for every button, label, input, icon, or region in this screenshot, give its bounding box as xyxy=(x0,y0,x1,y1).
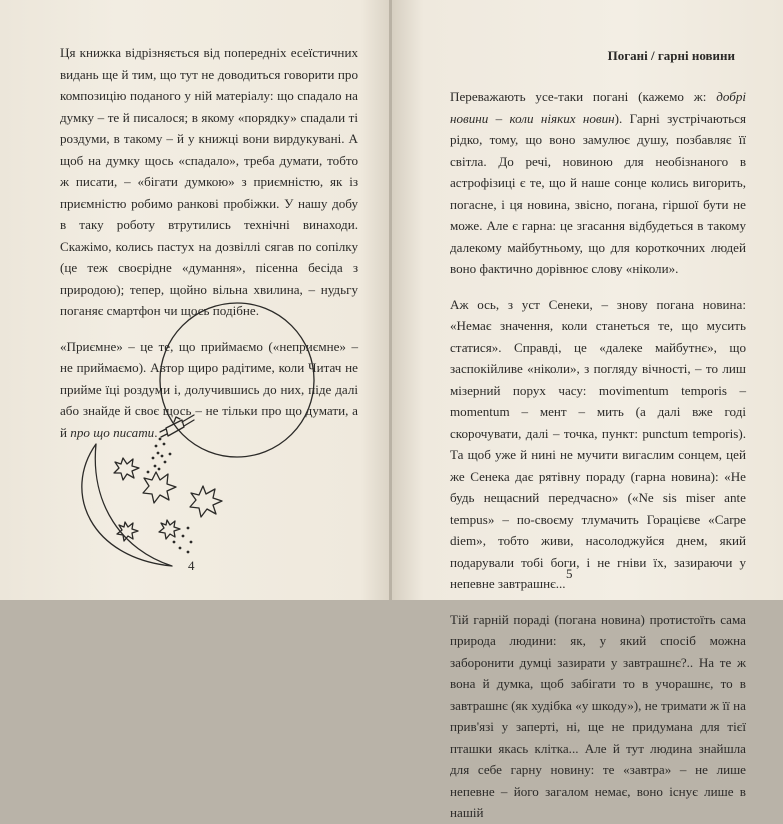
watering-can-icon xyxy=(160,415,194,437)
star-3-icon xyxy=(190,486,222,517)
right-paragraph-2: Аж ось, з уст Сенеки, – знову погана новина: «Немає значення, коли станеться те, що мусить статися». Справді, це «далеке майбутнє», що заспокійливе «ніколи», з погляду вічності, – то лиш мізерний порух часу: movimentum temporis – momentum – мент – мить (а далі вже годі скорочувати, далі – точка, пункт: punctum temporis). Та щоб уже й нині не мучити вигаслим сонцем, цей же Сенека дає рятівну пораду (гарна новина): «Не будь нещасний передчасно» («Ne sis miser ante tempus» – по-своєму тлумачить Горацієве «Carpe diem», тобто живи, насолоджуйся днем, який подарували тобі боги, і не гніви їх, зазираючи у непевне завтрашнє... xyxy=(450,296,746,591)
left-paragraph-2-end: . xyxy=(154,424,158,440)
moon-balloon-illustration xyxy=(70,296,310,578)
page-number: 5 xyxy=(566,566,573,581)
page-number: 4 xyxy=(188,558,195,573)
water-drops xyxy=(147,438,193,554)
right-paragraph-1-end: ). Гарні зустрічаються рідко, тому, що воно замулює душу, позбавляє її світла. До речі, новиною для необізнаного в астрофізиці є те, що й наше сонце колись вигорить, погасне, і ця новина, звісно, погана, гіршої бути не може. Але є гарна: це згасання відбудеться в такому далекому майбутньому, що для короткочних людей воно фактично дорівнює слову «ніколи». xyxy=(450,110,746,276)
running-header: Погані / гарні новини xyxy=(607,48,735,63)
star-4-icon xyxy=(117,522,138,541)
left-paragraph-2-italic: про що писати xyxy=(70,424,155,440)
star-5-icon xyxy=(159,520,180,539)
right-paragraph-1-start: Переважають усе-таки погані (кажемо ж: xyxy=(450,89,707,104)
balloon-circle xyxy=(160,303,314,457)
right-paragraph-1-italic: добрі новини – коли ніяких новин xyxy=(450,89,747,126)
star-1-icon xyxy=(114,458,139,480)
right-page xyxy=(392,0,783,820)
left-paragraph-1: Ця книжка відрізняється від попередніх есеїстичних видань ще й тим, що тут не доводиться говорити про композицію поданого у ній матеріалу: що спадало на думку – те й писалося; в якому «порядку» спадали ті роздуми, в такому – й у книжці вони вирдукувані. А щоб на думку щось «спадало», треба думати, тобто ж писати, – «бігати думкою» з приємністю, як із приємністю робимо ранкові пробіжки. У нашу добу в таку роботу втрутились технічні винаходи. Скажімо, колись пастух на дозвіллі сягав по сопілку (це теж своєрідне «думання», пісенна бесіда з природою); тепер, щойно вільна хвилина, – нудьгу поганяє смартфон чи щось подібне. xyxy=(60,45,358,318)
left-page xyxy=(0,0,392,600)
left-paragraph-2-main: «Приємне» – це те, що приймаємо («неприємне» – не приймаємо). Автор щиро радітиме, коли Читач не прийме їці роздуми і, долучившись до них, піде далі або знайде й своє щось – не тільки про що думати, а й xyxy=(60,338,358,440)
right-paragraph-3: Тій гарній пораді (погана новина) протистоїть сама природа людини: як, у який спосіб можна заборонити думці зазирати у завтрашнє?.. На те ж вона й думка, щоб забігати то в учорашнє, то в завтрашнє (як худібка «у шкоду»), не тримати ж її на прив'язі у заперті, ні, ще не придумана для тієї пташки якась клітка... Але й тут людина знайшла для себе гарну новину: те «завтра» – не лише непевне – його загалом немає, воно існує лише в нашій xyxy=(450,611,746,820)
moon-crescent xyxy=(82,444,172,566)
right-paragraph-1 xyxy=(450,86,746,280)
right-page-text xyxy=(450,86,746,824)
star-2-icon xyxy=(143,472,176,503)
